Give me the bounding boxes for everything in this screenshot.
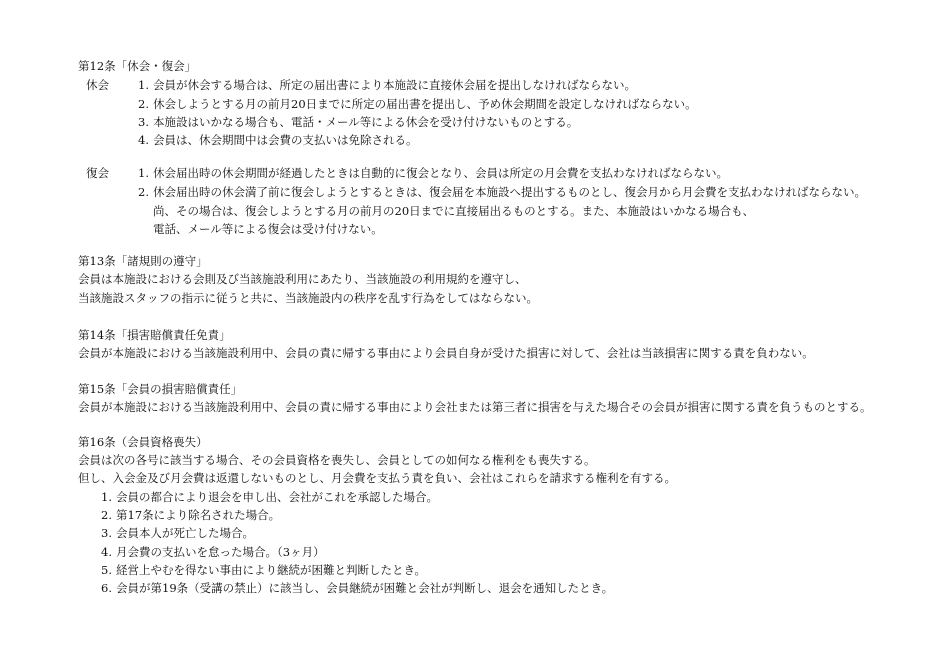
art16-item-6-num: 6. [101, 581, 112, 595]
kyukai-item-2-text: 休会しようとする月の前月20日までに所定の届出書を提出し、予め休会期間を設定しなければならない。 [153, 97, 697, 111]
article-13-heading: 第13条「諸規則の遵守」 [78, 254, 208, 268]
article-14-heading: 第14条「損害賠償責任免責」 [78, 328, 231, 342]
art16-item-3-num: 3. [101, 526, 112, 540]
article-16-line-1: 会員は次の各号に該当する場合、その会員資格を喪失し、会員としての如何なる権利をも喪失する。 [78, 453, 596, 467]
fukkai-item-1-text: 休会届出時の休会期間が経過したときは自動的に復会となり、会員は所定の月会費を支払わなければならない。 [153, 166, 728, 180]
art16-item-2-text: 第17条により除名された場合。 [116, 508, 281, 522]
fukkai-continuation-2: 電話、メール等による復会は受け付けない。 [153, 222, 383, 236]
fukkai-item-2-num: 2. [138, 185, 149, 199]
art16-item-1-text: 会員の都合により退会を申し出、会社がこれを承認した場合。 [116, 490, 438, 504]
fukkai-label: 復会 [86, 166, 109, 180]
kyukai-item-1-num: 1. [138, 78, 149, 92]
article-15-heading: 第15条「会員の損害賠償責任」 [78, 382, 243, 396]
art16-item-4-text: 月会費の支払いを怠った場合。（3ヶ月） [116, 545, 325, 559]
article-14-line-1: 会員が本施設における当該施設利用中、会員の責に帰する事由により会員自身が受けた損害に対して、会社は当該損害に関する責を負わない。 [78, 346, 814, 360]
kyukai-item-3-num: 3. [138, 115, 149, 129]
kyukai-item-1-text: 会員が休会する場合は、所定の届出書により本施設に直接休会届を提出しなければならない。 [153, 78, 636, 92]
art16-item-1-num: 1. [101, 490, 112, 504]
fukkai-item-1-num: 1. [138, 166, 149, 180]
art16-item-5-num: 5. [101, 563, 112, 577]
art16-item-6-text: 会員が第19条（受講の禁止）に該当し、会員継続が困難と会社が判断し、退会を通知したとき。 [116, 581, 614, 595]
art16-item-5-text: 経営上やむを得ない事由により継続が困難と判断したとき。 [116, 563, 427, 577]
kyukai-label: 休会 [86, 78, 109, 92]
kyukai-item-2-num: 2. [138, 97, 149, 111]
article-16-heading: 第16条（会員資格喪失） [78, 435, 208, 449]
art16-item-2-num: 2. [101, 508, 112, 522]
art16-item-3-text: 会員本人が死亡した場合。 [116, 526, 254, 540]
article-13-line-2: 当該施設スタッフの指示に従うと共に、当該施設内の秩序を乱す行為をしてはならない。 [78, 291, 538, 305]
article-12-heading: 第12条「休会・復会」 [78, 59, 197, 73]
article-16-line-2: 但し、入会金及び月会費は返還しないものとし、月会費を支払う責を負い、会社はこれらを請求する権利を有する。 [78, 471, 676, 485]
fukkai-continuation-1: 尚、その場合は、復会しようとする月の前月の20日までに直接届出るものとする。また、本施設はいかなる場合も、 [153, 204, 755, 218]
article-15-line-1: 会員が本施設における当該施設利用中、会員の責に帰する事由により会社または第三者に損害を与えた場合その会員が損害に関する責を負うものとする。 [78, 400, 872, 414]
kyukai-item-4-num: 4. [138, 133, 149, 147]
kyukai-item-4-text: 会員は、休会期間中は会費の支払いは免除される。 [153, 133, 418, 147]
fukkai-item-2-text: 休会届出時の休会満了前に復会しようとするときは、復会届を本施設へ提出するものとし、復会月から月会費を支払わなければならない。 [153, 185, 866, 199]
art16-item-4-num: 4. [101, 545, 112, 559]
article-13-line-1: 会員は本施設における会則及び当該施設利用にあたり、当該施設の利用規約を遵守し、 [78, 272, 527, 286]
kyukai-item-3-text: 本施設はいかなる場合も、電話・メール等による休会を受け付けないものとする。 [153, 115, 579, 129]
